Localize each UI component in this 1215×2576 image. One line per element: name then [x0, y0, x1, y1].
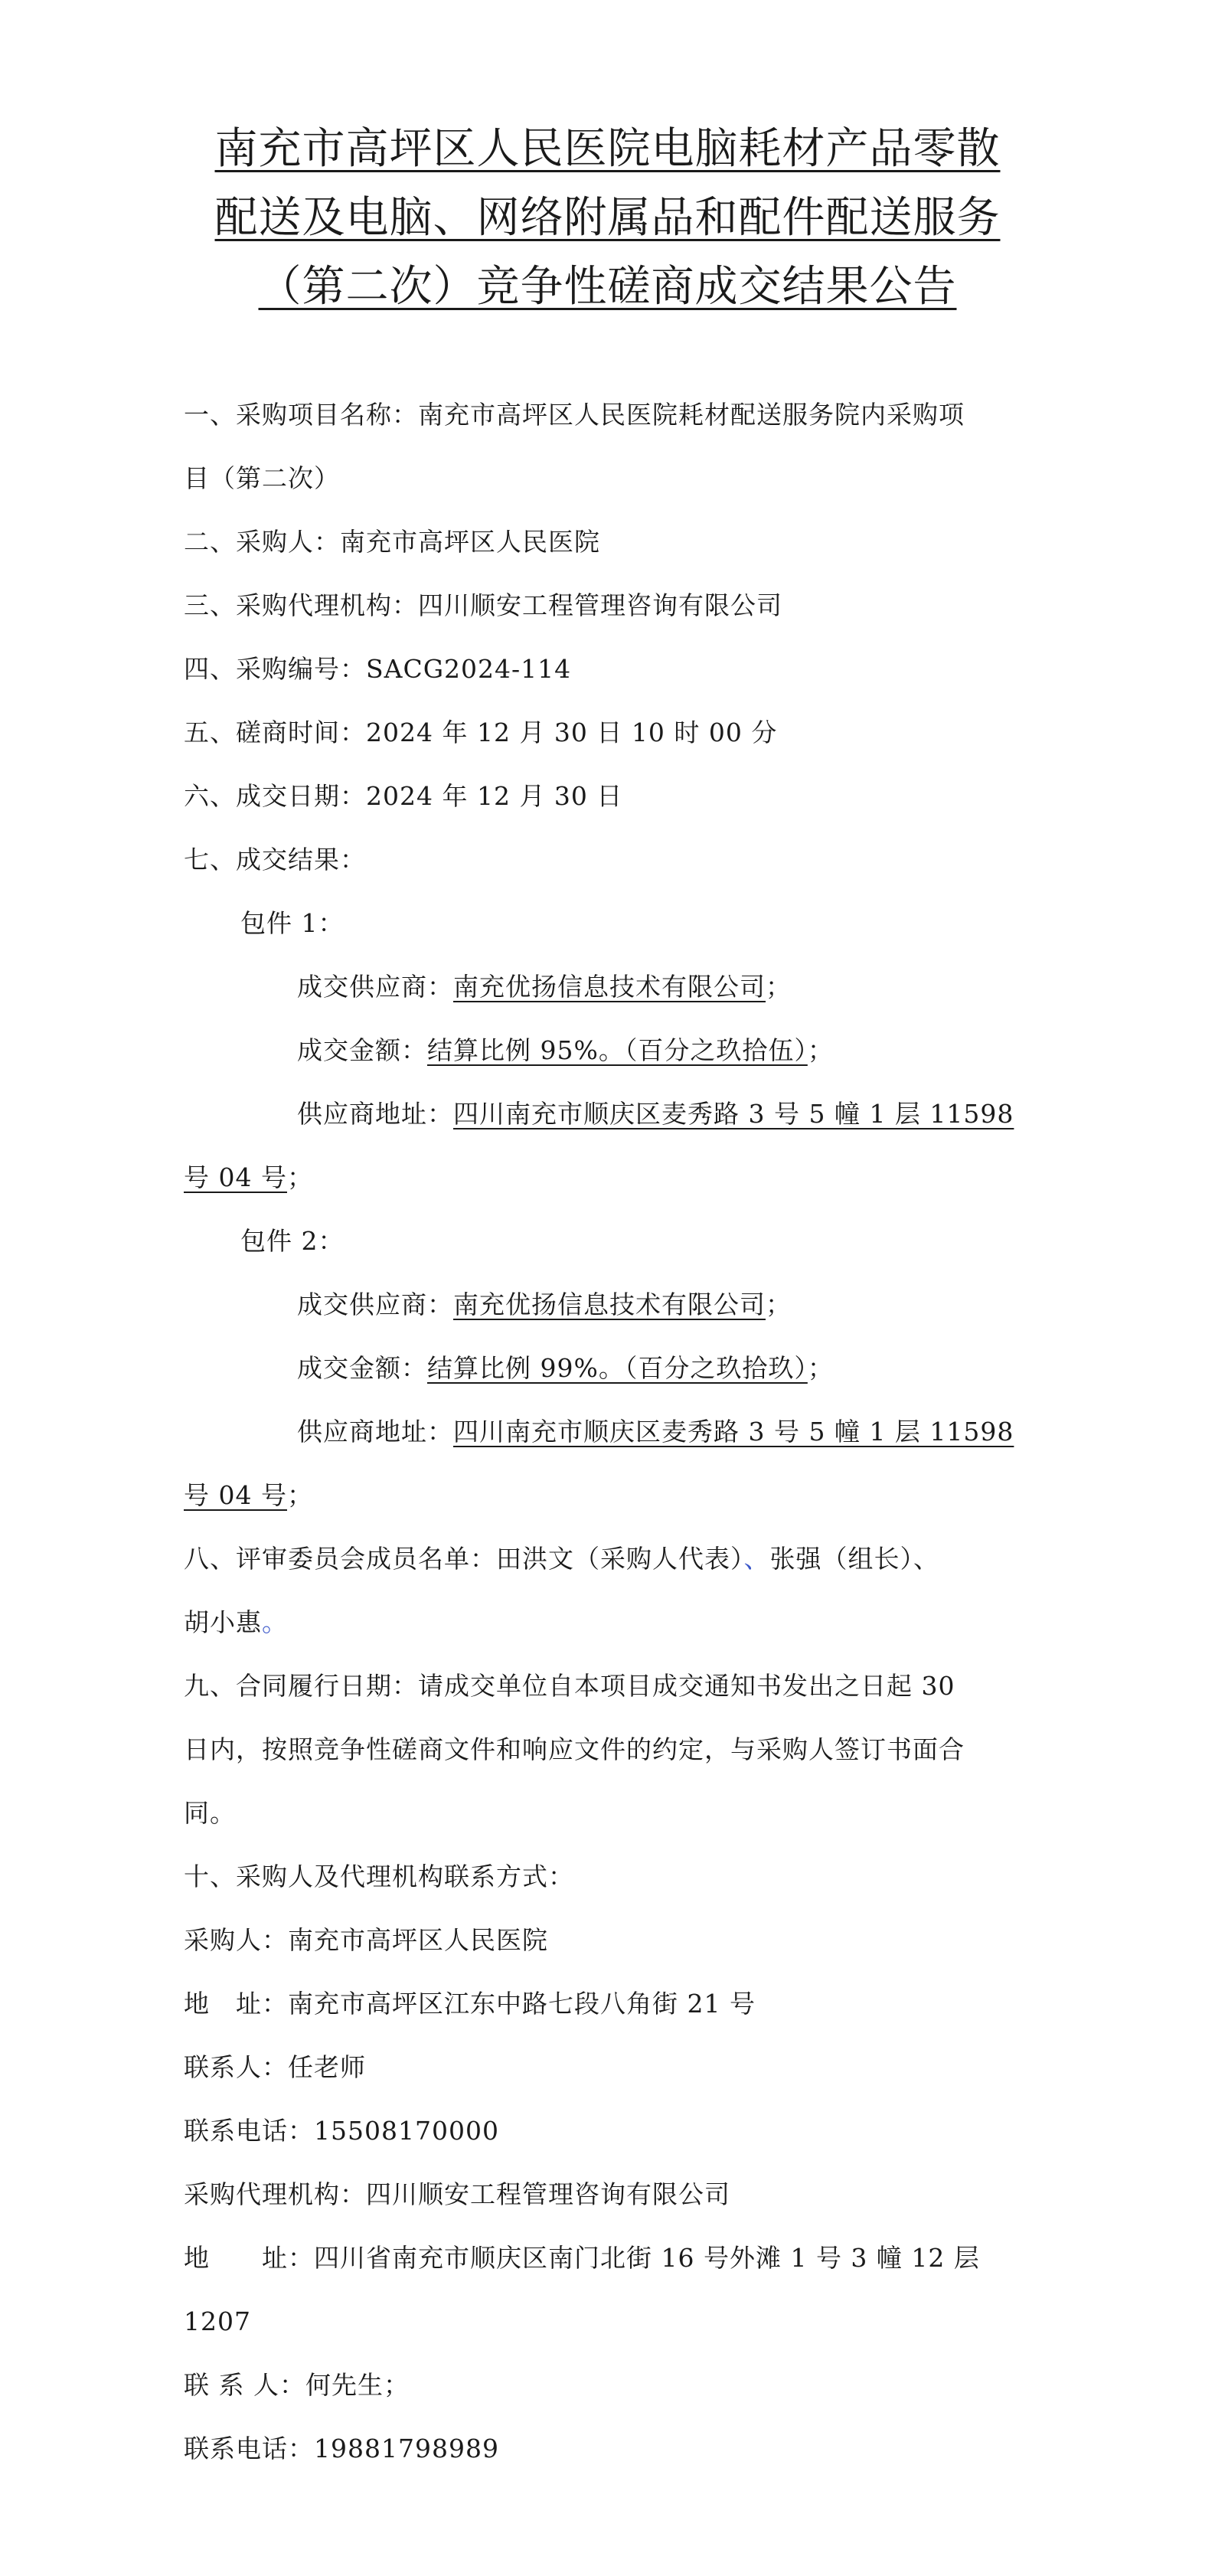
title-line-3: （第二次）竞争性磋商成交结果公告	[258, 262, 957, 312]
buyer-name: 采购人：南充市高坪区人民医院	[184, 1925, 548, 1955]
consultation-time-line: 五、磋商时间：2024 年 12 月 30 日 10 时 00 分	[184, 718, 778, 747]
package-1-supplier-line: 成交供应商：南充优扬信息技术有限公司；	[297, 972, 792, 1002]
contact-heading: 十、采购人及代理机构联系方式：	[184, 1862, 574, 1891]
agent-phone: 联系电话：19881798989	[184, 2434, 499, 2463]
package-2-supplier: 南充优扬信息技术有限公司	[453, 1290, 766, 1319]
package-1-address-line-cont: 号 04 号；	[184, 1162, 313, 1192]
buyer-phone: 联系电话：15508170000	[184, 2116, 499, 2146]
agent-address-cont: 1207	[184, 2306, 251, 2336]
contract-period-line-3: 同。	[184, 1798, 236, 1828]
package-2-label: 包件 2：	[240, 1226, 345, 1256]
project-name-line-cont: 目（第二次）	[184, 463, 340, 493]
agency-line: 三、采购代理机构：四川顺安工程管理咨询有限公司	[184, 590, 782, 620]
committee-line-cont: 胡小惠。	[184, 1607, 288, 1637]
agent-address: 地 址：四川省南充市顺庆区南门北街 16 号外滩 1 号 3 幢 12 层	[184, 2243, 980, 2273]
procurement-number-line: 四、采购编号：SACG2024-114	[184, 654, 572, 684]
package-1-address: 四川南充市顺庆区麦秀路 3 号 5 幢 1 层 11598	[453, 1099, 1014, 1129]
package-2-address: 四川南充市顺庆区麦秀路 3 号 5 幢 1 层 11598	[453, 1417, 1014, 1447]
result-heading: 七、成交结果：	[184, 845, 366, 874]
package-2-amount-line: 成交金额：结算比例 99%。（百分之玖拾玖）；	[297, 1353, 834, 1383]
package-2-address-line-cont: 号 04 号；	[184, 1480, 313, 1510]
buyer-address: 地 址：南充市高坪区江东中路七段八角街 21 号	[184, 1989, 756, 2019]
package-1-supplier: 南充优扬信息技术有限公司	[453, 972, 766, 1002]
package-2-amount: 结算比例 99%。（百分之玖拾玖）	[427, 1353, 808, 1383]
package-1-label: 包件 1：	[240, 908, 345, 938]
package-1-amount: 结算比例 95%。（百分之玖拾伍）	[427, 1035, 808, 1065]
announcement-body	[184, 383, 1034, 2480]
contract-period-line-2: 日内，按照竞争性磋商文件和响应文件的约定，与采购人签订书面合	[184, 1734, 965, 1764]
title-line-1: 南充市高坪区人民医院电脑耗材产品零散	[214, 124, 1001, 174]
package-2-address-line: 供应商地址：四川南充市顺庆区麦秀路 3 号 5 幢 1 层 11598	[297, 1417, 1014, 1447]
deal-date-line: 六、成交日期：2024 年 12 月 30 日	[184, 781, 623, 811]
buyer-contact: 联系人：任老师	[184, 2052, 366, 2082]
package-2-supplier-line: 成交供应商：南充优扬信息技术有限公司；	[297, 1290, 792, 1319]
agent-name: 采购代理机构：四川顺安工程管理咨询有限公司	[184, 2179, 730, 2209]
contract-period-line-1: 九、合同履行日期：请成交单位自本项目成交通知书发出之日起 30	[184, 1671, 955, 1701]
agent-contact: 联 系 人：何先生；	[184, 2370, 410, 2400]
package-1-amount-line: 成交金额：结算比例 95%。（百分之玖拾伍）；	[297, 1035, 834, 1065]
title-line-2: 配送及电脑、网络附属品和配件配送服务	[214, 193, 1001, 243]
project-name-line: 一、采购项目名称：南充市高坪区人民医院耗材配送服务院内采购项	[184, 400, 965, 430]
package-1-address-line: 供应商地址：四川南充市顺庆区麦秀路 3 号 5 幢 1 层 11598	[297, 1099, 1014, 1129]
purchaser-line: 二、采购人：南充市高坪区人民医院	[184, 527, 600, 557]
committee-line: 八、评审委员会成员名单：田洪文（采购人代表）、张强（组长）、	[184, 1544, 939, 1574]
page-title	[153, 115, 1062, 322]
